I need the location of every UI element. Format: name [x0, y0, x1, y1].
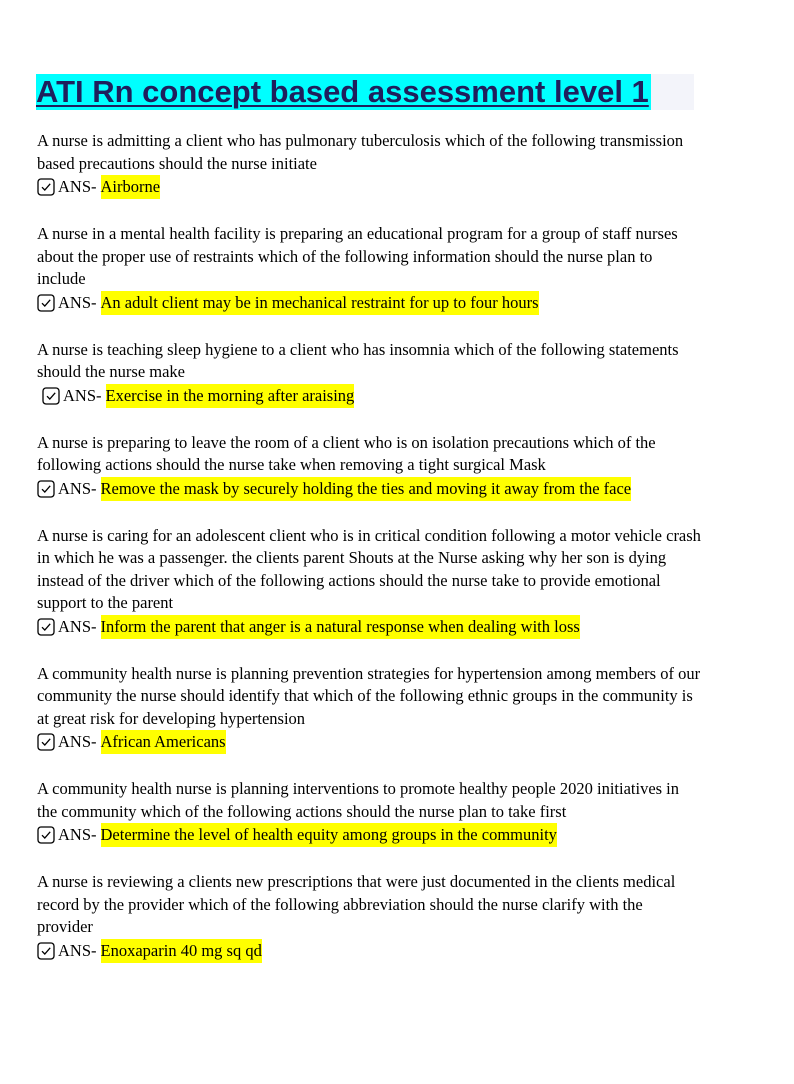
checkbox-checked-icon [37, 178, 55, 196]
answer-text: An adult client may be in mechanical restraint for up to four hours [101, 291, 539, 315]
answer-prefix: ANS- [63, 385, 102, 405]
answer-text: Inform the parent that anger is a natural response when dealing with loss [101, 615, 580, 639]
answer-prefix: ANS- [58, 616, 97, 636]
answer-prefix: ANS- [58, 825, 97, 844]
qa-item [37, 525, 702, 639]
checkbox-checked-icon [42, 387, 60, 405]
page-title: ATI Rn concept based assessment level 1 [36, 74, 649, 109]
checkbox-checked-icon [37, 942, 55, 960]
answer-line [37, 615, 702, 639]
checkbox-checked-icon [37, 294, 55, 312]
qa-item [37, 130, 702, 199]
question-text: A nurse is reviewing a clients new prescriptions that were just documented in the clients medical record by the provider which of the following abbreviation should the nurse clarify with the provider [37, 872, 676, 936]
answer-line [37, 730, 702, 754]
question-text: A nurse is caring for an adolescent client who is in critical condition following a motor vehicle crash in which he was a passenger. the clients parent Shouts at the Nurse asking why her son is dying instead of the driver which of the following actions should the nurse take to provide emotional support to the parent [37, 525, 701, 612]
answer-prefix: ANS- [58, 732, 97, 751]
checkbox-checked-icon [37, 480, 55, 498]
answer-text: Airborne [101, 175, 161, 199]
question-text: A nurse in a mental health facility is preparing an educational program for a group of staff nurses about the proper use of restraints which of the following information should the nurse plan to include [37, 224, 678, 288]
checkbox-checked-icon [37, 733, 55, 751]
qa-list [37, 130, 702, 987]
answer-line [37, 823, 702, 847]
title-bar [36, 74, 694, 110]
answer-text: Exercise in the morning after araising [106, 384, 355, 408]
answer-text: Determine the level of health equity among groups in the community [101, 823, 557, 847]
qa-item [37, 223, 702, 315]
answer-text: Enoxaparin 40 mg sq qd [101, 939, 262, 963]
question-text: A nurse is admitting a client who has pulmonary tuberculosis which of the following transmission based precautions should the nurse initiate [37, 131, 684, 173]
answer-prefix: ANS- [58, 292, 97, 312]
answer-prefix: ANS- [58, 177, 97, 196]
checkbox-checked-icon [37, 826, 55, 844]
answer-line [37, 477, 702, 501]
answer-line [37, 291, 702, 315]
answer-text: African Americans [101, 730, 226, 754]
answer-line [37, 384, 702, 408]
question-text: A nurse is teaching sleep hygiene to a client who has insomnia which of the following statements should the nurse make [37, 339, 679, 381]
answer-prefix: ANS- [58, 478, 97, 498]
qa-item [37, 432, 702, 501]
answer-prefix: ANS- [58, 940, 97, 960]
qa-item [37, 871, 702, 963]
qa-item [37, 778, 702, 847]
answer-line [37, 175, 702, 199]
answer-text: Remove the mask by securely holding the ties and moving it away from the face [101, 477, 632, 501]
question-text: A community health nurse is planning prevention strategies for hypertension among members of our community the nurse should identify that which of the following ethnic groups in the community is at great risk for developing hypertension [37, 663, 701, 728]
question-text: A nurse is preparing to leave the room of a client who is on isolation precautions which of the following actions should the nurse take when removing a tight surgical Mask [37, 432, 656, 474]
answer-line [37, 939, 702, 963]
qa-item [37, 663, 702, 755]
checkbox-checked-icon [37, 618, 55, 636]
qa-item [37, 339, 702, 408]
question-text: A community health nurse is planning interventions to promote healthy people 2020 initiatives in the community which of the following actions should the nurse plan to take first [37, 779, 680, 821]
